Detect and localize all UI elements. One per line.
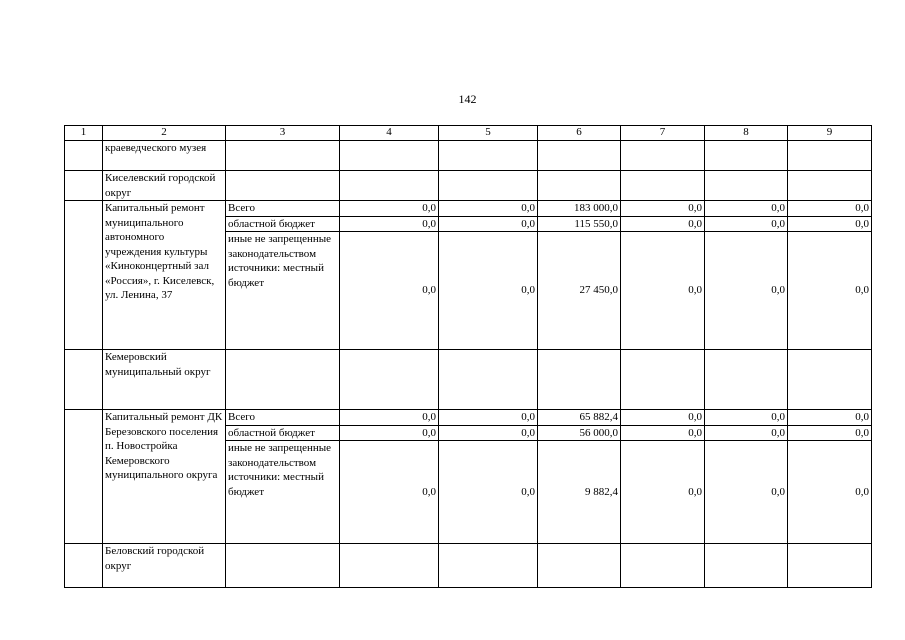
- col-header-5: 5: [439, 126, 538, 141]
- value-cell: [705, 171, 788, 201]
- value-cell: 0,0: [340, 216, 439, 232]
- value-cell: 0,0: [705, 201, 788, 217]
- value-cell: 56 000,0: [538, 425, 621, 441]
- value-cell: 0,0: [340, 410, 439, 426]
- value-cell: 115 550,0: [538, 216, 621, 232]
- source-label-total: Всего: [226, 201, 340, 217]
- value-cell: [340, 350, 439, 410]
- value-cell: 0,0: [621, 410, 705, 426]
- value-cell: 9 882,4: [538, 441, 621, 544]
- value-cell: [705, 141, 788, 171]
- value-cell: [621, 141, 705, 171]
- table-row: [65, 410, 872, 426]
- source-cell: [226, 544, 340, 588]
- value-cell: 0,0: [340, 425, 439, 441]
- source-label-other: иные не запрещенные законодательством источники: местный бюджет: [226, 441, 340, 544]
- district-name-cell: Кемеровский муниципальный округ: [103, 350, 226, 410]
- value-cell: 0,0: [621, 201, 705, 217]
- object-name-cell: Капитальный ремонт ДК Березовского поселения п. Новостройка Кемеровского муниципального округа: [103, 410, 226, 544]
- value-cell: [439, 544, 538, 588]
- value-cell: [538, 171, 621, 201]
- value-cell: 0,0: [705, 232, 788, 350]
- value-cell: [705, 544, 788, 588]
- source-label-regional: областной бюджет: [226, 425, 340, 441]
- row-number-cell: [65, 410, 103, 544]
- value-cell: 27 450,0: [538, 232, 621, 350]
- object-name-cell: краеведческого музея: [103, 141, 226, 171]
- value-cell: [538, 141, 621, 171]
- source-label-other: иные не запрещенные законодательством источники: местный бюджет: [226, 232, 340, 350]
- value-cell: [788, 171, 872, 201]
- value-cell: [621, 350, 705, 410]
- source-label-regional: областной бюджет: [226, 216, 340, 232]
- value-cell: [439, 141, 538, 171]
- source-cell: [226, 350, 340, 410]
- col-header-8: 8: [705, 126, 788, 141]
- row-number-cell: [65, 201, 103, 350]
- value-cell: 0,0: [621, 441, 705, 544]
- value-cell: [439, 350, 538, 410]
- value-cell: 0,0: [705, 441, 788, 544]
- district-name-cell: Киселевский городской округ: [103, 171, 226, 201]
- value-cell: 0,0: [705, 216, 788, 232]
- value-cell: 0,0: [439, 232, 538, 350]
- value-cell: [538, 544, 621, 588]
- value-cell: [340, 141, 439, 171]
- value-cell: [340, 171, 439, 201]
- value-cell: [621, 171, 705, 201]
- value-cell: 0,0: [621, 232, 705, 350]
- value-cell: [788, 544, 872, 588]
- value-cell: 65 882,4: [538, 410, 621, 426]
- table-row: [65, 201, 872, 217]
- col-header-9: 9: [788, 126, 872, 141]
- value-cell: 0,0: [439, 410, 538, 426]
- value-cell: 0,0: [439, 201, 538, 217]
- table-row: [65, 544, 872, 588]
- value-cell: 183 000,0: [538, 201, 621, 217]
- value-cell: 0,0: [788, 425, 872, 441]
- district-name-cell: Беловский городской округ: [103, 544, 226, 588]
- table-row: [65, 171, 872, 201]
- value-cell: [788, 141, 872, 171]
- value-cell: 0,0: [705, 410, 788, 426]
- value-cell: 0,0: [621, 425, 705, 441]
- value-cell: 0,0: [439, 425, 538, 441]
- table-row: [65, 141, 872, 171]
- col-header-6: 6: [538, 126, 621, 141]
- row-number-cell: [65, 141, 103, 171]
- value-cell: 0,0: [340, 201, 439, 217]
- col-header-4: 4: [340, 126, 439, 141]
- header-row: [65, 126, 872, 141]
- value-cell: 0,0: [788, 216, 872, 232]
- value-cell: 0,0: [788, 232, 872, 350]
- value-cell: 0,0: [621, 216, 705, 232]
- row-number-cell: [65, 350, 103, 410]
- row-number-cell: [65, 171, 103, 201]
- page-number: 142: [458, 92, 477, 106]
- value-cell: [705, 350, 788, 410]
- value-cell: [538, 350, 621, 410]
- value-cell: 0,0: [788, 441, 872, 544]
- value-cell: [788, 350, 872, 410]
- col-header-7: 7: [621, 126, 705, 141]
- value-cell: 0,0: [705, 425, 788, 441]
- source-cell: [226, 141, 340, 171]
- value-cell: 0,0: [788, 201, 872, 217]
- col-header-1: 1: [65, 126, 103, 141]
- value-cell: 0,0: [340, 441, 439, 544]
- value-cell: 0,0: [340, 232, 439, 350]
- value-cell: [340, 544, 439, 588]
- source-label-total: Всего: [226, 410, 340, 426]
- value-cell: [621, 544, 705, 588]
- col-header-3: 3: [226, 126, 340, 141]
- budget-table: [64, 125, 872, 588]
- value-cell: [439, 171, 538, 201]
- source-cell: [226, 171, 340, 201]
- value-cell: 0,0: [439, 441, 538, 544]
- row-number-cell: [65, 544, 103, 588]
- value-cell: 0,0: [788, 410, 872, 426]
- table-row: [65, 350, 872, 410]
- object-name-cell: Капитальный ремонт муниципального автономного учреждения культуры «Киноконцертный зал «Россия», г. Киселевск, ул. Ленина, 37: [103, 201, 226, 350]
- col-header-2: 2: [103, 126, 226, 141]
- value-cell: 0,0: [439, 216, 538, 232]
